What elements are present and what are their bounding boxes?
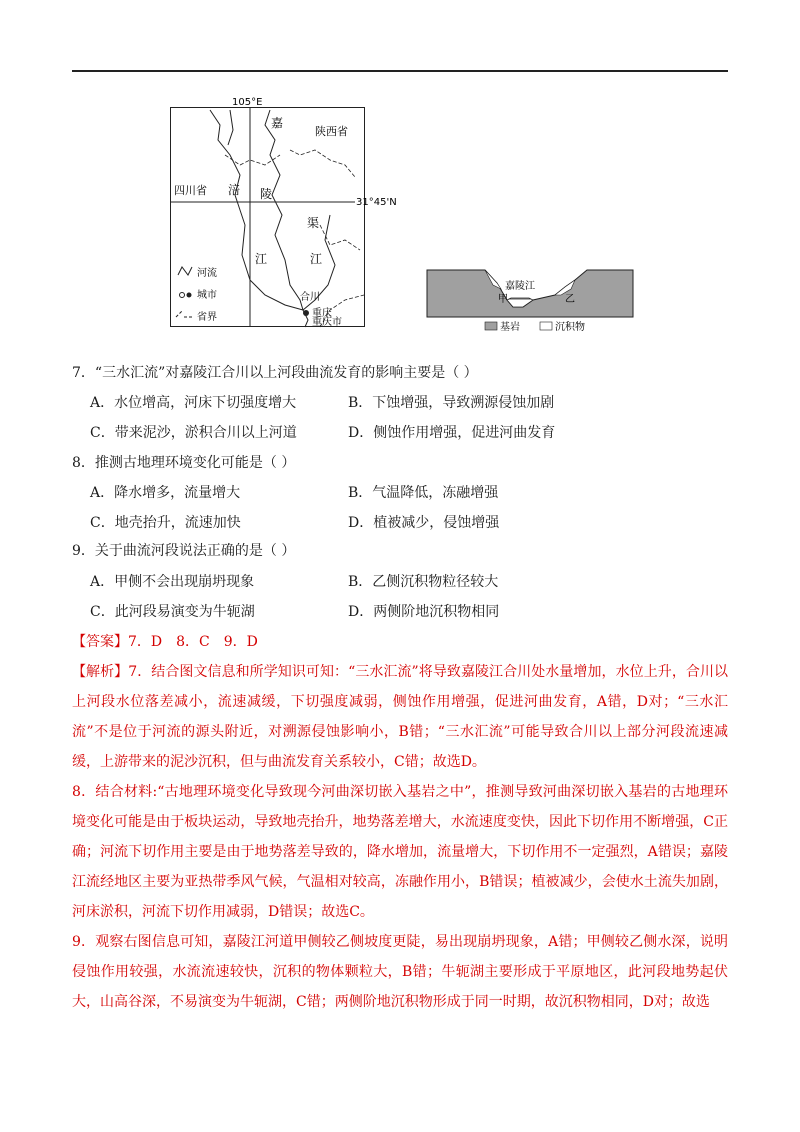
river-char-1: 嘉 <box>271 116 284 130</box>
analysis-paragraph-9: 9．观察右图信息可知，嘉陵江河道甲侧较乙侧坡度更陡，易出现崩坍现象，A错；甲侧较乙侧水深，说明侵蚀作用较强，水流流速较快，沉积的物体颗粒大，B错；牛轭湖主要形成于平原地区，此河段地势起伏大，山高谷深，不易演变为牛轭湖，C错；两侧阶地沉积物形成于同一时期，故沉积物相同，D对；故选 <box>72 934 728 1010</box>
question-7-stem: 7．“三水汇流”对嘉陵江合川以上河段曲流发育的影响主要是（ ） <box>72 365 478 381</box>
question-7-option-c: C．带来泥沙，淤积合川以上河道 <box>90 425 297 441</box>
question-7-option-a: A．水位增高，河床下切强度增大 <box>90 395 297 411</box>
latitude-label: 31°45'N <box>356 197 397 208</box>
hechuan-label: 合川 <box>300 292 320 303</box>
analysis-tag: 【解析】 <box>72 664 129 680</box>
question-9-option-b: B．乙侧沉积物粒径较大 <box>348 574 499 590</box>
section-right-label: 乙 <box>565 294 575 305</box>
question-9-option-c: C．此河段易演变为牛轭湖 <box>90 604 255 620</box>
section-river-label: 嘉陵江 <box>505 281 535 292</box>
chongqing-label: 重庆 <box>312 308 332 319</box>
legend-boundary: 省界 <box>197 312 217 323</box>
answer-line <box>72 632 258 652</box>
question-8-stem: 8．推测古地理环境变化可能是（ ） <box>72 455 296 471</box>
river-char-6: 江 <box>255 252 268 266</box>
header-rule <box>72 70 728 72</box>
river-map-figure <box>170 95 397 328</box>
river-char-5: 江 <box>310 252 323 266</box>
question-8-option-a: A．降水增多，流量增大 <box>90 485 241 501</box>
sichuan-label: 四川省 <box>174 184 207 197</box>
river-char-2: 涪 <box>228 183 241 197</box>
analysis-7-text: 7．结合图文信息和所学知识可知：“三水汇流”将导致嘉陵江合川处水量增加，水位上升，合川以上河段水位落差减小，流速减缓，下切强度减弱，侧蚀作用增强，促进河曲发育，A错，D对；“三水汇流”不是位于河流的源头附近，对溯源侵蚀影响小，B错；“三水汇流”可能导致合川以上部分河段流速减缓，上游带来的泥沙沉积，但与曲流发育关系较小，C错；故选D。 <box>72 664 728 770</box>
question-9-stem: 9．关于曲流河段说法正确的是（ ） <box>72 543 296 559</box>
question-8-option-c: C．地壳抬升，流速加快 <box>90 515 241 531</box>
question-8-option-d: D．植被减少，侵蚀增强 <box>348 515 500 531</box>
analysis-paragraph-7 <box>72 657 728 777</box>
analysis-block <box>72 657 728 1017</box>
analysis-paragraph-8: 8．结合材料:“古地理环境变化导致现今河曲深切嵌入基岩之中”，推测导致河曲深切嵌入基岩的古地理环境变化可能是由于板块运动，导致地壳抬升，地势落差增大，水流速度变快，因此下切作用不断增强，C正确；河流下切作用主要是由于地势落差导致的，降水增加，流量增大，下切作用不一定强烈，A错误；嘉陵江流经地区主要为亚热带季风气候，气温相对较高，冻融作用小，B错误；植被减少，会使水土流失加剧，河床淤积，河流下切作用减弱，D错误；故选C。 <box>72 784 728 920</box>
chongqing-city-dot <box>303 310 309 316</box>
map-legend <box>176 266 217 323</box>
answer-tag: 【答案】 <box>72 634 128 650</box>
river-char-3: 陵 <box>260 187 273 201</box>
longitude-label: 105°E <box>232 97 263 108</box>
legend-bedrock-label: 基岩 <box>500 322 520 333</box>
question-7-option-d: D．侧蚀作用增强，促进河曲发育 <box>348 425 556 441</box>
legend-river: 河流 <box>197 268 217 279</box>
question-9-option-a: A．甲侧不会出现崩坍现象 <box>90 574 255 590</box>
answer-text: 7．D 8．C 9．D <box>128 634 258 650</box>
valley-cross-section-figure <box>425 265 655 337</box>
chongqing-city-label: 重庆市 <box>312 317 342 328</box>
legend-bedrock-swatch <box>485 322 497 330</box>
legend-sediment-swatch <box>540 322 552 330</box>
question-8-option-b: B．气温降低，冻融增强 <box>348 485 499 501</box>
shaanxi-label: 陕西省 <box>315 125 348 138</box>
river-char-4: 渠 <box>307 216 320 230</box>
question-7-option-b: B．下蚀增强，导致溯源侵蚀加剧 <box>348 395 555 411</box>
legend-sediment-label: 沉积物 <box>555 322 585 333</box>
question-9-option-d: D．两侧阶地沉积物相同 <box>348 604 500 620</box>
section-left-label: 甲 <box>498 294 508 305</box>
legend-city: 城市 <box>197 290 217 301</box>
